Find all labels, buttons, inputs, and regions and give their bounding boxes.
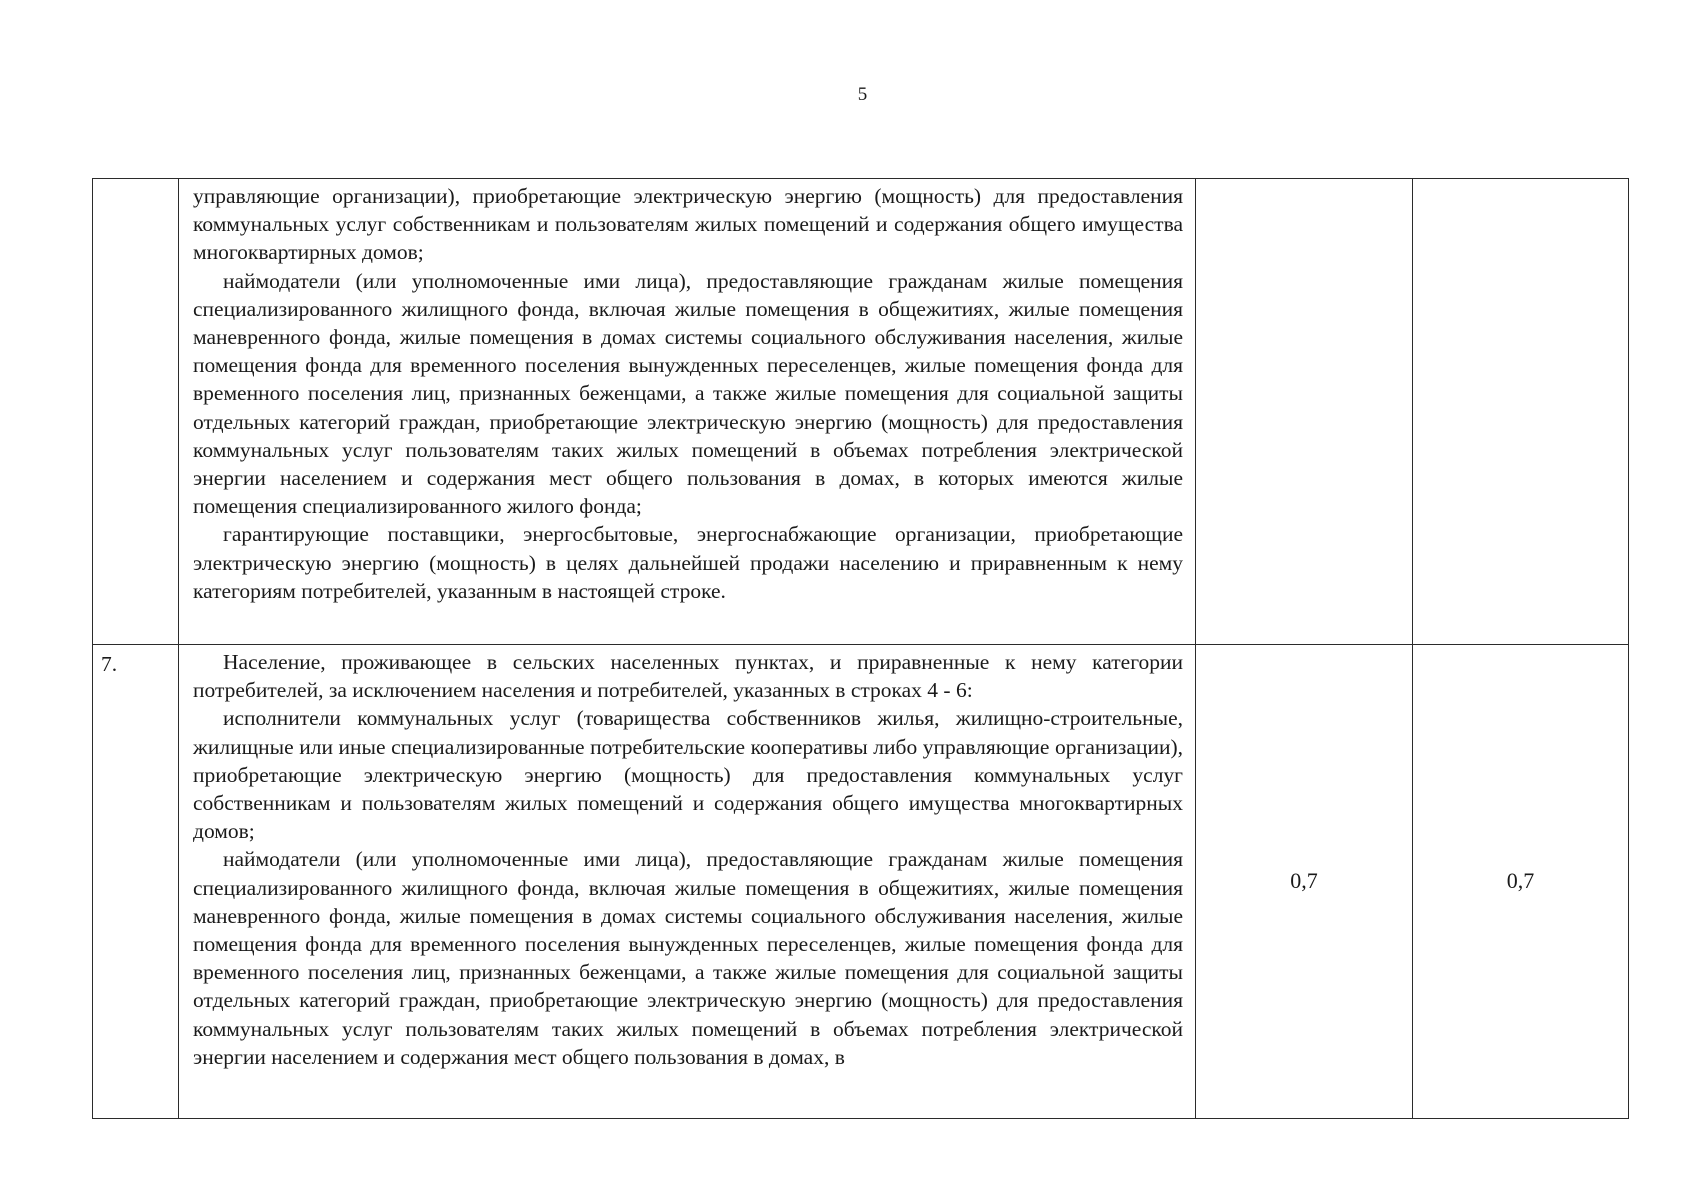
paragraph: гарантирующие поставщики, энергосбытовые, энергоснабжающие организации, приобретающие электрическую энергию (мощность) в целях дальнейшей продажи населению и приравненным к нему категориям потребителей, указанным в настоящей строке. — [193, 522, 1183, 603]
row-number-cell — [93, 179, 179, 645]
paragraph: исполнители коммунальных услуг (товарищества собственников жилья, жилищно-строительные, жилищные или иные специализированные потребительские кооперативы либо управляющие организации), приобретающие электрическую энергию (мощность) для предоставления коммунальных услуг собственникам и пользователям жилых помещений и содержания общего имущества многоквартирных домов; — [193, 706, 1183, 844]
paragraph: наймодатели (или уполномоченные ими лица), предоставляющие гражданам жилые помещения специализированного жилищного фонда, включая жилые помещения в общежитиях, жилые помещения маневренного фонда, жилые помещения в домах системы социального обслуживания населения, жилые помещения фонда для временного поселения вынужденных переселенцев, жилые помещения фонда для временного поселения лиц, признанных беженцами, а также жилые помещения для социальной защиты отдельных категорий граждан, приобретающие электрическую энергию (мощность) для предоставления коммунальных услуг пользователям таких жилых помещений в объемах потребления электрической энергии населением и содержания мест общего пользования в домах, в — [193, 847, 1183, 1069]
tariff-table — [92, 178, 1629, 1119]
row-description-cell — [179, 179, 1196, 645]
coefficient-cell-1 — [1196, 645, 1413, 1119]
row-description-cell — [179, 645, 1196, 1119]
coefficient-cell-1 — [1196, 179, 1413, 645]
table-row — [93, 179, 1629, 645]
coefficient-cell-2 — [1413, 179, 1629, 645]
paragraph: наймодатели (или уполномоченные ими лица), предоставляющие гражданам жилые помещения специализированного жилищного фонда, включая жилые помещения в общежитиях, жилые помещения маневренного фонда, жилые помещения в домах системы социального обслуживания населения, жилые помещения фонда для временного поселения вынужденных переселенцев, жилые помещения фонда для временного поселения лиц, признанных беженцами, а также жилые помещения для социальной защиты отдельных категорий граждан, приобретающие электрическую энергию (мощность) для предоставления коммунальных услуг пользователям таких жилых помещений в объемах потребления электрической энергии населением и содержания мест общего пользования в домах, в которых имеются жилые помещения специализированного жилого фонда; — [193, 268, 1183, 519]
paragraph: Население, проживающее в сельских населенных пунктах, и приравненные к нему категории потребителей, за исключением населения и потребителей, указанных в строках 4 - 6: — [193, 650, 1183, 703]
coefficient-value: 0,7 — [1506, 868, 1535, 894]
row-number-cell — [93, 645, 179, 1119]
coefficient-cell-2 — [1413, 645, 1629, 1119]
page-number: 5 — [857, 84, 868, 105]
row-number: 7. — [101, 652, 118, 676]
table-row — [93, 645, 1629, 1119]
coefficient-value: 0,7 — [1290, 868, 1318, 894]
paragraph: управляющие организации), приобретающие электрическую энергию (мощность) для предоставления коммунальных услуг собственникам и пользователям жилых помещений и содержания общего имущества многоквартирных домов; — [193, 184, 1183, 265]
